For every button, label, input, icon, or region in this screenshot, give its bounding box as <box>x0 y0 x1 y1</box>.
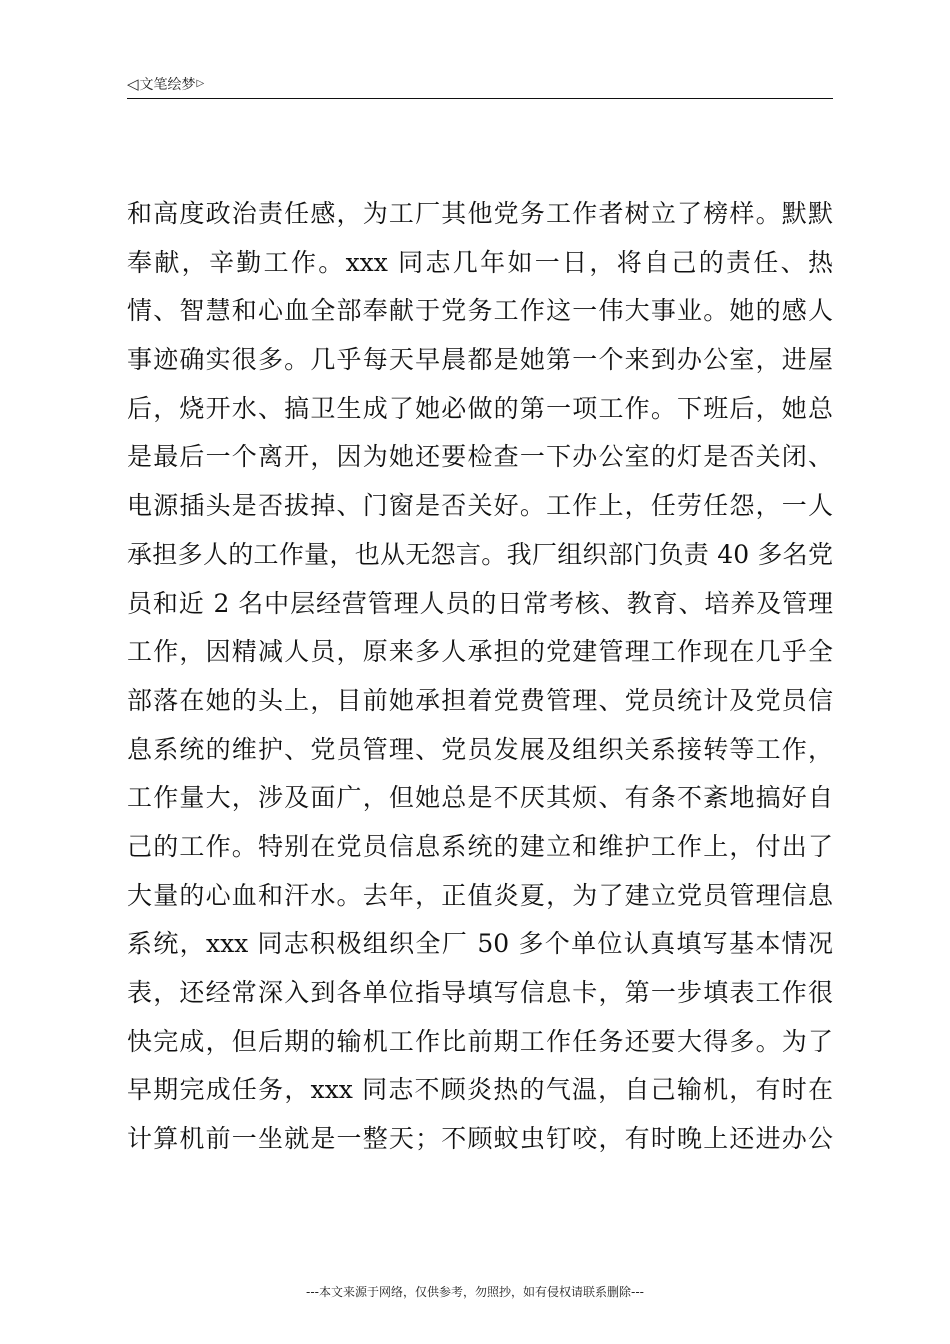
text-line: 和高度政治责任感，为工厂其他党务工作者树立了榜样。默默 <box>127 199 833 228</box>
text-line: 奉献，辛勤工作。xxx 同志几年如一日，将自己的责任、热 <box>127 247 833 277</box>
text-line: 是最后一个离开，因为她还要检查一下办公室的灯是否关闭、 <box>127 442 833 472</box>
text-line: 己的工作。特别在党员信息系统的建立和维护工作上，付出了 <box>127 831 833 861</box>
text-line: 大量的心血和汗水。去年，正值炎夏，为了建立党员管理信息 <box>127 880 833 910</box>
text-line: 情、智慧和心血全部奉献于党务工作这一伟大事业。她的感人 <box>127 296 833 326</box>
document-body <box>127 190 833 1164</box>
triangle-right-icon: ▷ <box>196 78 205 89</box>
text-line: 息系统的维护、党员管理、党员发展及组织关系接转等工作， <box>127 734 833 764</box>
text-line: 后，烧开水、搞卫生成了她必做的第一项工作。下班后，她总 <box>127 393 833 423</box>
text-line: 事迹确实很多。几乎每天早晨都是她第一个来到办公室，进屋 <box>127 345 833 375</box>
header-logo-text: 文笔绘梦 <box>139 77 196 93</box>
page-header <box>127 74 833 99</box>
text-line: 系统，xxx 同志积极组织全厂 50 多个单位认真填写基本情况 <box>127 929 833 959</box>
text-line: 电源插头是否拔掉、门窗是否关好。工作上，任劳任怨，一人 <box>127 491 833 521</box>
header-logo <box>127 76 204 93</box>
text-line: 工作量大，涉及面广，但她总是不厌其烦、有条不紊地搞好自 <box>127 783 833 813</box>
text-line: 部落在她的头上，目前她承担着党费管理、党员统计及党员信 <box>127 685 833 715</box>
text-line: 员和近 2 名中层经营管理人员的日常考核、教育、培养及管理 <box>127 588 833 618</box>
text-line: 表，还经常深入到各单位指导填写信息卡，第一步填表工作很 <box>127 978 833 1007</box>
text-line: 快完成，但后期的输机工作比前期工作任务还要大得多。为了 <box>127 1026 833 1056</box>
triangle-left-icon: ◁ <box>127 75 139 93</box>
text-line: 早期完成任务，xxx 同志不顾炎热的气温，自己输机，有时在 <box>127 1075 833 1105</box>
text-line: 工作，因精减人员，原来多人承担的党建管理工作现在几乎全 <box>127 637 833 667</box>
page-footer: ---本文来源于网络，仅供参考，勿照抄，如有侵权请联系删除--- <box>306 1285 644 1299</box>
text-line: 承担多人的工作量，也从无怨言。我厂组织部门负责 40 多名党 <box>127 539 833 569</box>
text-line: 计算机前一坐就是一整天；不顾蚊虫钉咬，有时晚上还进办公 <box>127 1124 833 1154</box>
